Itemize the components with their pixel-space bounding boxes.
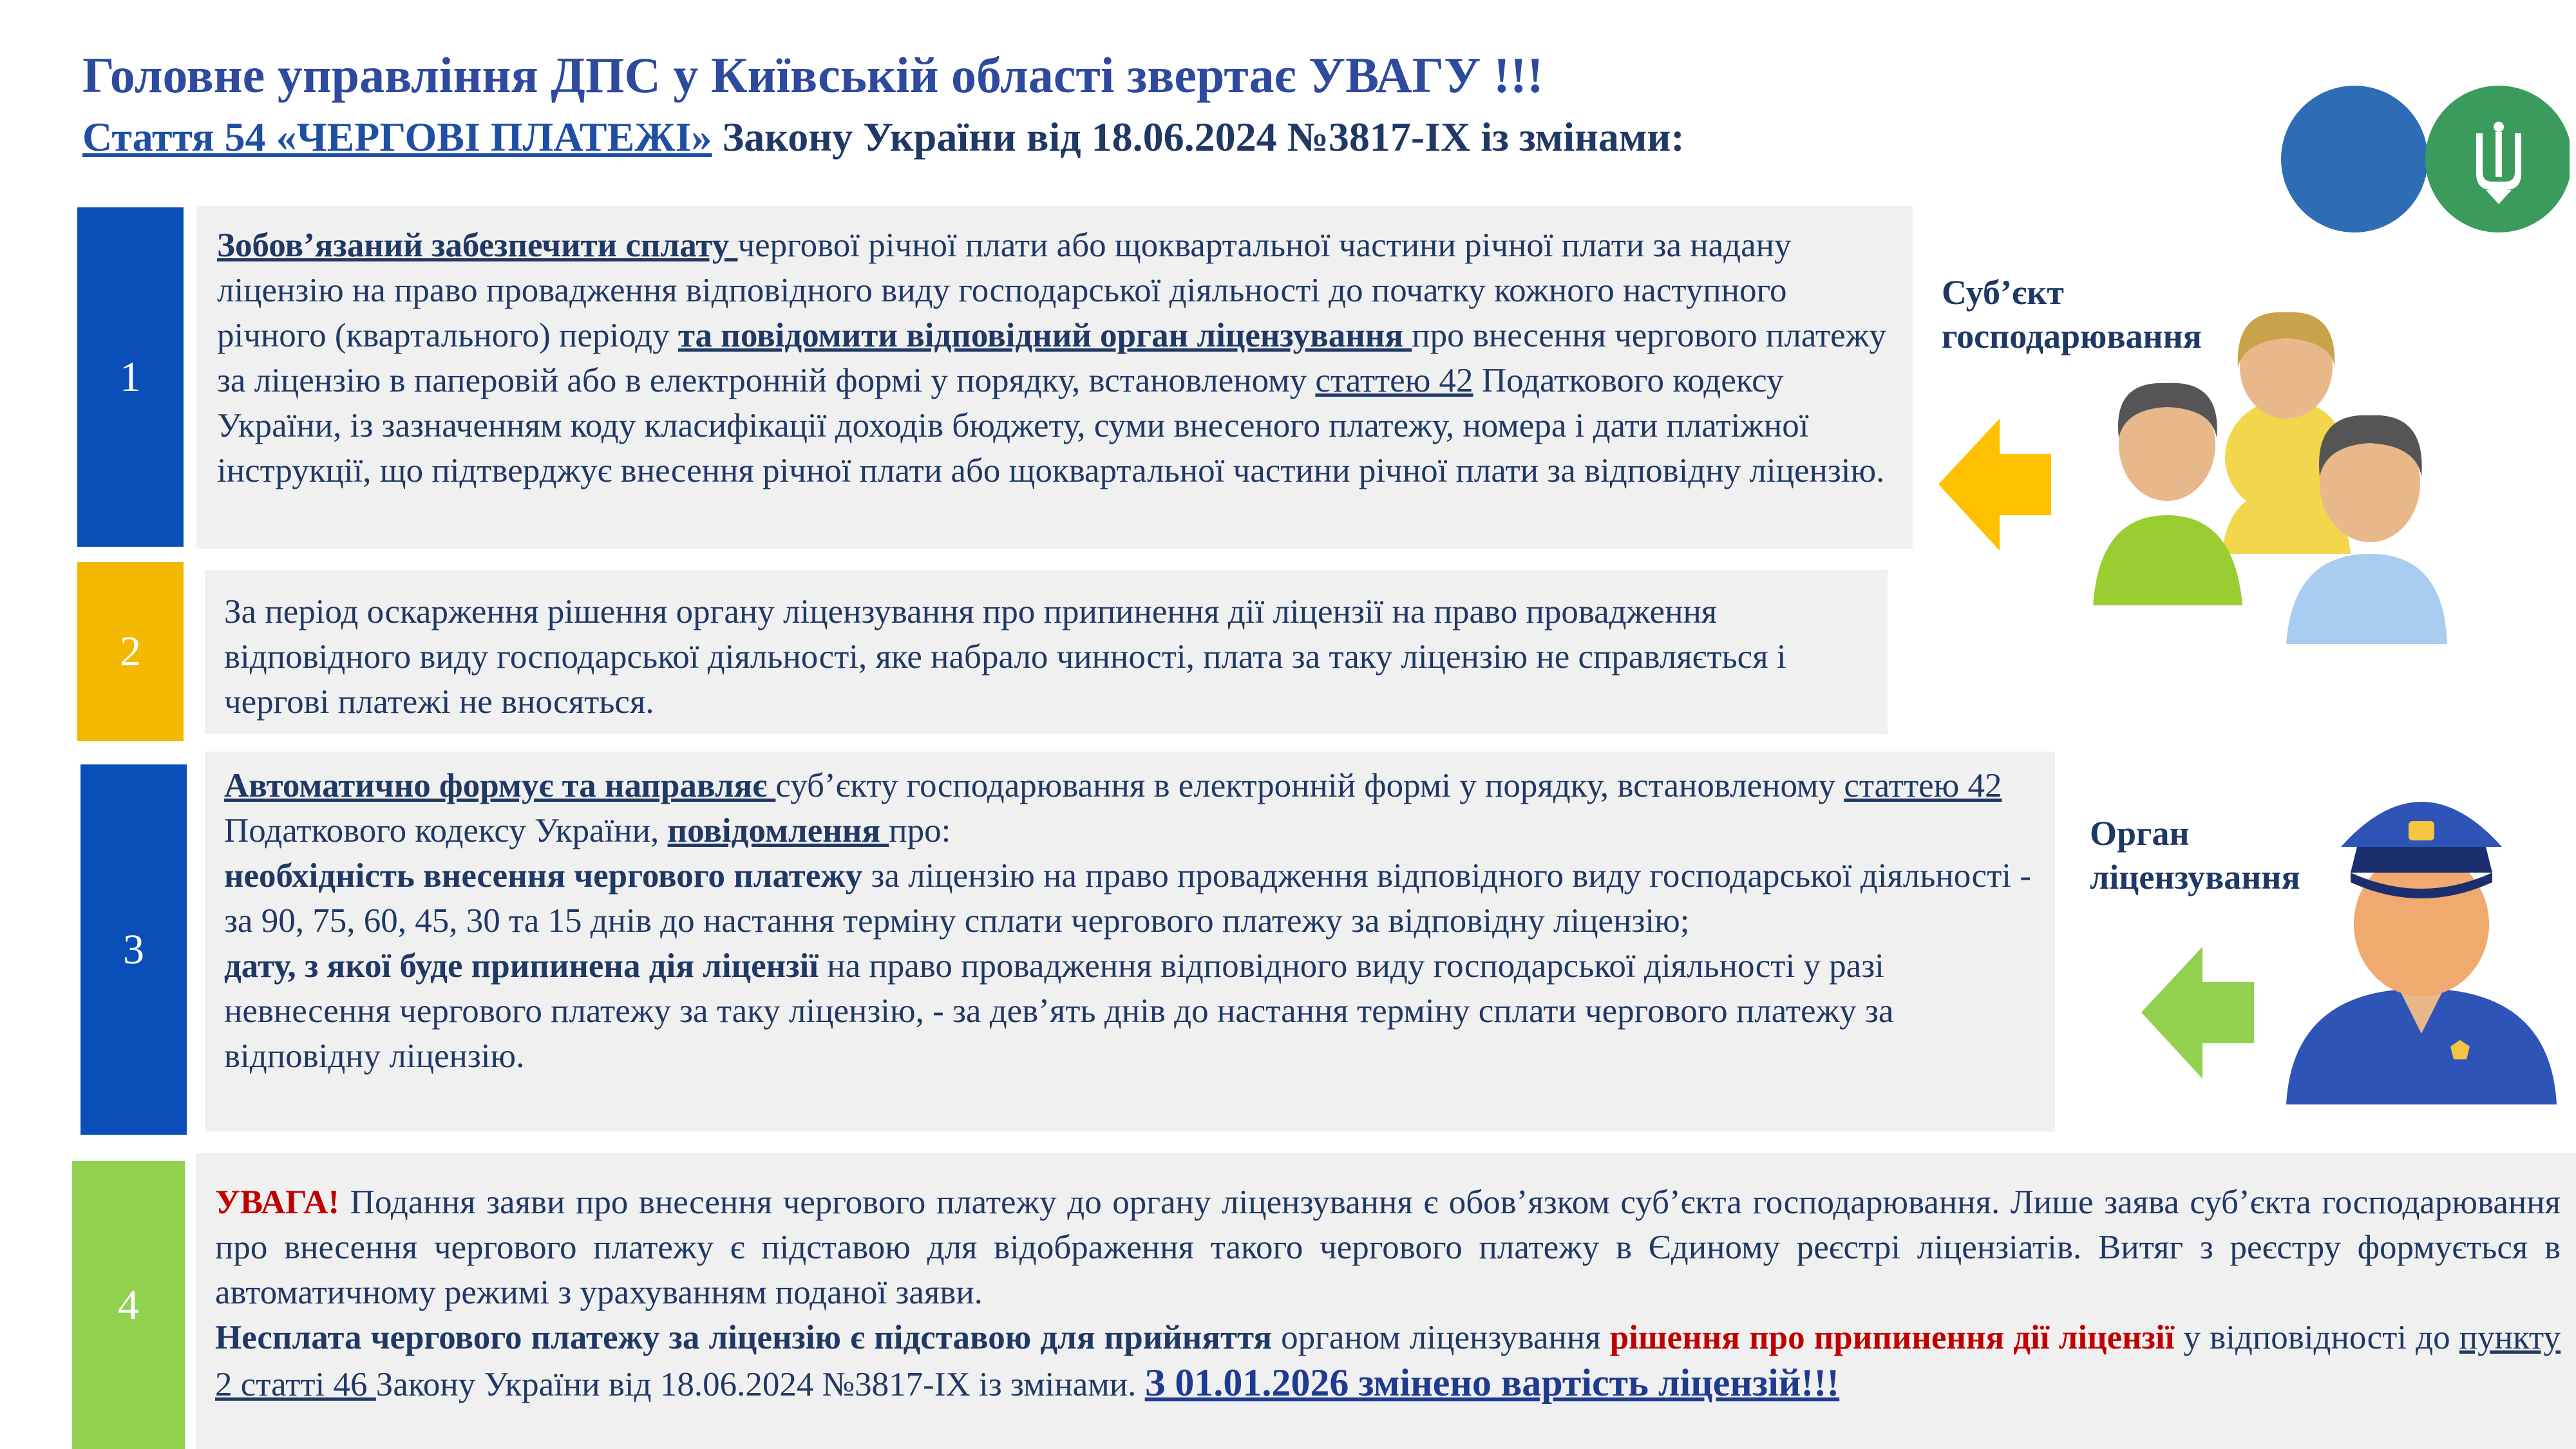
logo-circles-icon <box>2280 82 2570 236</box>
block-4-number: 4 <box>72 1161 185 1449</box>
business-people-icon <box>2074 296 2447 647</box>
block-3-number: 3 <box>80 764 187 1135</box>
block-3-text: Автоматично формує та направляє суб’єкту господарювання в електронній формі у порядку, встановленому статтею 42 Податкового кодексу України, повідомлення про: необхідність внесення чергового платежу за ліцензію на право провадження відповідного виду господарської діяльності - за 90, 75, 60, 45, 30 та 15 днів до настання терміну сплати чергового платежу за відповідну ліцензію; дату, з якої буде припинена дія ліцензії на право провадження відповідного виду господарської діяльності у разі невнесення чергового платежу за таку ліцензію, - за дев’ять днів до настання терміну сплати чергового платежу за відповідну ліцензію. <box>205 752 2055 1132</box>
logo <box>2280 82 2570 236</box>
subject-label: Суб’єкт господарювання <box>1942 273 2202 355</box>
price-change-notice: З 01.01.2026 змінено вартість ліцензій!!! <box>1144 1361 1840 1404</box>
block-1-article-42-link[interactable]: статтею 42 <box>1315 362 1473 399</box>
green-arrow-icon <box>2141 947 2254 1082</box>
attention-label: УВАГА! <box>215 1184 340 1221</box>
page-subtitle <box>82 113 1685 161</box>
subtitle-rest: Закону України від 18.06.2024 №3817-ІХ із змінами: <box>712 114 1685 160</box>
block-1-text: Зобов’язаний забезпечити сплату чергової річної плати або щоквартальної частини річної плати за надану ліцензію на право провадження відповідного виду господарської діяльності до початку кожного наступного річного (квартального) періоду та повідомити відповідний орган ліцензування про внесення чергового платежу за ліцензію в паперовій або в електронній формі у порядку, встановленому статтею 42 Податкового кодексу України, із зазначенням коду класифікації доходів бюджету, суми внесеного платежу, номера і дати платіжної інструкції, що підтверджує внесення річної плати або щоквартальної частини річної плати за відповідну ліцензію. <box>196 206 1913 549</box>
block-4-text: УВАГА! Подання заяви про внесення чергового платежу до органу ліцензування є обов’язком суб’єкта господарювання. Лише заява суб’єкта господарювання про внесення чергового платежу є підставою для відображення такого чергового платежу в Єдиному реєстрі ліцензіатів. Витяг з реєстру формується в автоматичному режимі з урахуванням поданої заяви. Несплата чергового платежу за ліцензію є підставою для прийняття органом ліцензування рішення про припинення дії ліцензії у відповідності до пункту 2 статті 46 Закону України від 18.06.2024 №3817-ІХ із змінами. З 01.01.2026 змінено вартість ліцензій!!! <box>196 1153 2576 1449</box>
block-2-number: 2 <box>77 562 184 741</box>
license-officer-icon <box>2280 776 2563 1108</box>
block-3-article-42-link[interactable]: статтею 42 <box>1844 767 2002 804</box>
block-2-text: За період оскарження рішення органу ліцензування про припинення дії ліцензії на право провадження відповідного виду господарської діяльності, яке набрало чинності, плата за таку ліцензію не справляється і чергові платежі не вносяться. <box>205 570 1888 734</box>
block-1-obligation: Зобов’язаний забезпечити сплату <box>217 227 738 264</box>
block-1-number: 1 <box>77 207 184 547</box>
yellow-arrow-icon <box>1938 419 2051 554</box>
article-link[interactable]: Стаття 54 «ЧЕРГОВІ ПЛАТЕЖІ» <box>82 114 712 160</box>
page-title: Головне управління ДПС у Київській області звертає УВАГУ !!! <box>82 47 1544 103</box>
block-1-notify: та повідомити відповідний орган ліцензування <box>677 317 1412 354</box>
law-point-link[interactable]: пункту 2 статті 46 <box>215 1319 2561 1403</box>
organ-label: Орган ліцензування <box>2090 814 2300 896</box>
